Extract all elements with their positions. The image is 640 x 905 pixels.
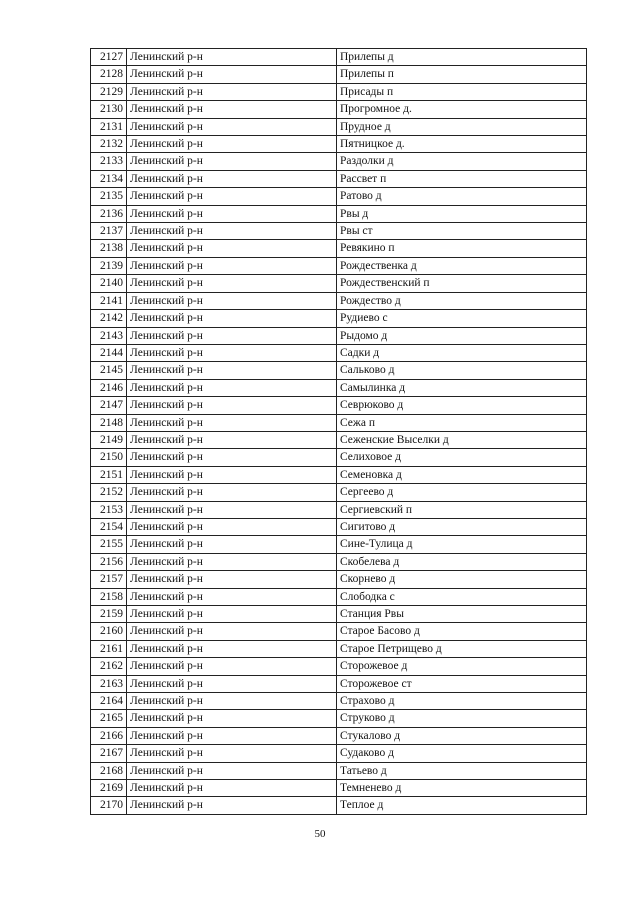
place-cell: Скорнево д	[337, 571, 587, 588]
row-number: 2168	[91, 762, 127, 779]
place-cell: Пятницкое д.	[337, 136, 587, 153]
table-row	[91, 188, 587, 205]
table-row	[91, 693, 587, 710]
district-cell: Ленинский р-н	[127, 501, 337, 518]
district-cell: Ленинский р-н	[127, 257, 337, 274]
table-row	[91, 344, 587, 361]
district-cell: Ленинский р-н	[127, 136, 337, 153]
district-cell: Ленинский р-н	[127, 379, 337, 396]
district-cell: Ленинский р-н	[127, 240, 337, 257]
district-cell: Ленинский р-н	[127, 431, 337, 448]
place-cell: Семеновка д	[337, 466, 587, 483]
place-cell: Сергеево д	[337, 484, 587, 501]
row-number: 2127	[91, 49, 127, 66]
row-number: 2137	[91, 223, 127, 240]
row-number: 2138	[91, 240, 127, 257]
row-number: 2151	[91, 466, 127, 483]
row-number: 2129	[91, 83, 127, 100]
table-row	[91, 797, 587, 814]
place-cell: Рождественка д	[337, 257, 587, 274]
place-cell: Рвы ст	[337, 223, 587, 240]
district-cell: Ленинский р-н	[127, 153, 337, 170]
place-cell: Сальково д	[337, 362, 587, 379]
place-cell: Раздолки д	[337, 153, 587, 170]
table-row	[91, 397, 587, 414]
place-cell: Судаково д	[337, 745, 587, 762]
district-cell: Ленинский р-н	[127, 797, 337, 814]
row-number: 2156	[91, 553, 127, 570]
table-row	[91, 745, 587, 762]
settlements-table	[90, 48, 587, 815]
table-row	[91, 710, 587, 727]
table-row	[91, 518, 587, 535]
row-number: 2163	[91, 675, 127, 692]
district-cell: Ленинский р-н	[127, 727, 337, 744]
district-cell: Ленинский р-н	[127, 606, 337, 623]
row-number: 2136	[91, 205, 127, 222]
district-cell: Ленинский р-н	[127, 745, 337, 762]
district-cell: Ленинский р-н	[127, 449, 337, 466]
row-number: 2170	[91, 797, 127, 814]
place-cell: Рассвет п	[337, 170, 587, 187]
row-number: 2141	[91, 292, 127, 309]
district-cell: Ленинский р-н	[127, 362, 337, 379]
row-number: 2140	[91, 275, 127, 292]
row-number: 2158	[91, 588, 127, 605]
table-row	[91, 623, 587, 640]
row-number: 2155	[91, 536, 127, 553]
place-cell: Рождество д	[337, 292, 587, 309]
table-row	[91, 762, 587, 779]
row-number: 2153	[91, 501, 127, 518]
place-cell: Станция Рвы	[337, 606, 587, 623]
row-number: 2159	[91, 606, 127, 623]
row-number: 2161	[91, 640, 127, 657]
district-cell: Ленинский р-н	[127, 310, 337, 327]
place-cell: Старое Басово д	[337, 623, 587, 640]
place-cell: Прудное д	[337, 118, 587, 135]
row-number: 2139	[91, 257, 127, 274]
table-row	[91, 588, 587, 605]
row-number: 2144	[91, 344, 127, 361]
page-number: 50	[314, 828, 326, 840]
district-cell: Ленинский р-н	[127, 66, 337, 83]
place-cell: Теплое д	[337, 797, 587, 814]
row-number: 2134	[91, 170, 127, 187]
table-row	[91, 327, 587, 344]
table-row	[91, 292, 587, 309]
district-cell: Ленинский р-н	[127, 675, 337, 692]
row-number: 2160	[91, 623, 127, 640]
district-cell: Ленинский р-н	[127, 762, 337, 779]
row-number: 2166	[91, 727, 127, 744]
district-cell: Ленинский р-н	[127, 571, 337, 588]
row-number: 2131	[91, 118, 127, 135]
place-cell: Севрюково д	[337, 397, 587, 414]
district-cell: Ленинский р-н	[127, 397, 337, 414]
district-cell: Ленинский р-н	[127, 170, 337, 187]
table-row	[91, 780, 587, 797]
place-cell: Рождественский п	[337, 275, 587, 292]
table-row	[91, 49, 587, 66]
place-cell: Сежа п	[337, 414, 587, 431]
row-number: 2133	[91, 153, 127, 170]
place-cell: Темненево д	[337, 780, 587, 797]
table-row	[91, 83, 587, 100]
row-number: 2147	[91, 397, 127, 414]
table-row	[91, 727, 587, 744]
place-cell: Рвы д	[337, 205, 587, 222]
table-row	[91, 257, 587, 274]
place-cell: Сигитово д	[337, 518, 587, 535]
table-row	[91, 553, 587, 570]
district-cell: Ленинский р-н	[127, 588, 337, 605]
row-number: 2128	[91, 66, 127, 83]
district-cell: Ленинский р-н	[127, 710, 337, 727]
table-row	[91, 640, 587, 657]
district-cell: Ленинский р-н	[127, 292, 337, 309]
table-row	[91, 101, 587, 118]
place-cell: Старое Петрищево д	[337, 640, 587, 657]
row-number: 2146	[91, 379, 127, 396]
table-row	[91, 536, 587, 553]
row-number: 2167	[91, 745, 127, 762]
district-cell: Ленинский р-н	[127, 518, 337, 535]
row-number: 2142	[91, 310, 127, 327]
table-row	[91, 675, 587, 692]
table-row	[91, 66, 587, 83]
row-number: 2132	[91, 136, 127, 153]
place-cell: Прилепы п	[337, 66, 587, 83]
place-cell: Рыдомо д	[337, 327, 587, 344]
district-cell: Ленинский р-н	[127, 484, 337, 501]
row-number: 2152	[91, 484, 127, 501]
district-cell: Ленинский р-н	[127, 188, 337, 205]
place-cell: Самылинка д	[337, 379, 587, 396]
place-cell: Ревякино п	[337, 240, 587, 257]
table-row	[91, 205, 587, 222]
table-row	[91, 136, 587, 153]
district-cell: Ленинский р-н	[127, 640, 337, 657]
table-row	[91, 170, 587, 187]
district-cell: Ленинский р-н	[127, 83, 337, 100]
place-cell: Татьево д	[337, 762, 587, 779]
place-cell: Прилепы д	[337, 49, 587, 66]
row-number: 2157	[91, 571, 127, 588]
place-cell: Ратово д	[337, 188, 587, 205]
district-cell: Ленинский р-н	[127, 327, 337, 344]
row-number: 2149	[91, 431, 127, 448]
district-cell: Ленинский р-н	[127, 780, 337, 797]
table-row	[91, 414, 587, 431]
place-cell: Сергиевский п	[337, 501, 587, 518]
place-cell: Селиховое д	[337, 449, 587, 466]
district-cell: Ленинский р-н	[127, 101, 337, 118]
table-row	[91, 223, 587, 240]
row-number: 2145	[91, 362, 127, 379]
table-row	[91, 379, 587, 396]
place-cell: Сторожевое д	[337, 658, 587, 675]
row-number: 2135	[91, 188, 127, 205]
place-cell: Прогромное д.	[337, 101, 587, 118]
table-body	[91, 49, 587, 815]
row-number: 2148	[91, 414, 127, 431]
district-cell: Ленинский р-н	[127, 223, 337, 240]
place-cell: Струково д	[337, 710, 587, 727]
district-cell: Ленинский р-н	[127, 49, 337, 66]
place-cell: Слободка с	[337, 588, 587, 605]
place-cell: Сторожевое ст	[337, 675, 587, 692]
row-number: 2164	[91, 693, 127, 710]
row-number: 2150	[91, 449, 127, 466]
district-cell: Ленинский р-н	[127, 658, 337, 675]
table-row	[91, 484, 587, 501]
table-row	[91, 658, 587, 675]
row-number: 2162	[91, 658, 127, 675]
place-cell: Сеженские Выселки д	[337, 431, 587, 448]
district-cell: Ленинский р-н	[127, 553, 337, 570]
table-row	[91, 449, 587, 466]
district-cell: Ленинский р-н	[127, 414, 337, 431]
district-cell: Ленинский р-н	[127, 693, 337, 710]
table-row	[91, 571, 587, 588]
district-cell: Ленинский р-н	[127, 466, 337, 483]
district-cell: Ленинский р-н	[127, 536, 337, 553]
place-cell: Скобелева д	[337, 553, 587, 570]
district-cell: Ленинский р-н	[127, 205, 337, 222]
row-number: 2165	[91, 710, 127, 727]
district-cell: Ленинский р-н	[127, 275, 337, 292]
table-row	[91, 275, 587, 292]
place-cell: Сине-Тулица д	[337, 536, 587, 553]
table-row	[91, 431, 587, 448]
table-row	[91, 501, 587, 518]
place-cell: Рудиево с	[337, 310, 587, 327]
district-cell: Ленинский р-н	[127, 623, 337, 640]
district-cell: Ленинский р-н	[127, 118, 337, 135]
table-row	[91, 118, 587, 135]
row-number: 2143	[91, 327, 127, 344]
table-row	[91, 362, 587, 379]
table-row	[91, 310, 587, 327]
district-cell: Ленинский р-н	[127, 344, 337, 361]
place-cell: Садки д	[337, 344, 587, 361]
row-number: 2169	[91, 780, 127, 797]
place-cell: Страхово д	[337, 693, 587, 710]
table-row	[91, 606, 587, 623]
row-number: 2154	[91, 518, 127, 535]
table-row	[91, 153, 587, 170]
place-cell: Присады п	[337, 83, 587, 100]
row-number: 2130	[91, 101, 127, 118]
table-row	[91, 240, 587, 257]
place-cell: Стукалово д	[337, 727, 587, 744]
table-row	[91, 466, 587, 483]
